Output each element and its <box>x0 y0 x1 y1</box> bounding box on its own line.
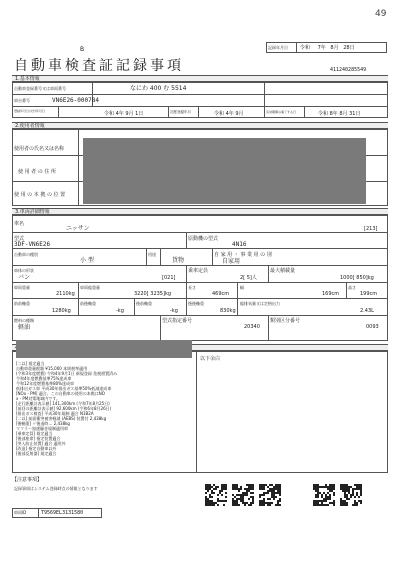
section-basic <box>12 75 388 82</box>
rear-axle-value: 830kg <box>220 308 236 314</box>
body-value: バン <box>18 274 31 281</box>
width-label: 幅 <box>240 285 244 290</box>
capacity-label: 乗車定員 <box>188 268 209 274</box>
chassis-label: 車台番号 <box>14 98 30 103</box>
document-number: 411240285549 <box>330 67 367 73</box>
remarks-line: [後部反射器] 規定適合 <box>16 451 57 456</box>
use-value: 貨物 <box>172 257 185 264</box>
use-location-label: 使 用 の 本 拠 の 位 置 <box>14 192 66 198</box>
qr-code-5 <box>340 484 362 506</box>
remarks-line: [改造] 指定自動車以外 <box>16 446 57 451</box>
remarks-list <box>16 361 194 456</box>
remarks-line: [走行距離計表示値] 141,300km (令和7年8月25日) <box>16 401 110 406</box>
remarks-line: [後軸重] 〃後退時… 2,438kg <box>16 421 70 426</box>
model-label: 型式 <box>14 236 25 242</box>
front-rear-label: 前後軸重 <box>80 301 96 306</box>
expiry-value: 令和 8年 8月 31日 <box>318 111 361 117</box>
max-load-value: 1000[ 850]kg <box>340 275 374 281</box>
business-label: 自 家 用 ・ 事 業 用 の 別 <box>214 252 272 258</box>
remarks-line: マフラー加速騒音規制適用車 <box>16 426 68 431</box>
qr-code-1 <box>205 484 227 506</box>
vehicle-table <box>12 215 388 341</box>
gross-value: 3220[ 3235]kg <box>134 291 172 297</box>
vehicle-id-label: 車両ID <box>14 510 27 515</box>
remarks-line: 自動車重量税額 ¥15,000 本則税率適用 <box>16 366 88 371</box>
class-number-value: 0093 <box>366 324 379 330</box>
weight-label: 車両重量 <box>14 285 30 290</box>
issue-date-label: 記録年月日 <box>268 45 288 50</box>
max-load-label: 最大積載量 <box>270 268 296 274</box>
type-number-label: 型式指定番号 <box>162 318 193 324</box>
vehicle-id-value: T9569EL3131580 <box>41 510 84 516</box>
remarks-line: x・PM対策地域内です。 <box>16 396 60 401</box>
remarks-line: [前回の距離計表示値] 92,600km (令和6年8月26日) <box>16 406 112 411</box>
front-rear-value: -kg <box>116 308 124 314</box>
rear-front-label: 後前軸重 <box>136 301 152 306</box>
first-year-value: 令和 4年 9月 <box>214 111 244 117</box>
kind-label: 自動車の種別 <box>14 252 38 257</box>
displacement-value: 2.43L <box>360 308 374 314</box>
owner-name-label: 使用者の氏名又は名称 <box>14 146 65 152</box>
maker-value: ニッサン <box>66 225 90 232</box>
first-reg-value: 令和 4年 9月 1日 <box>104 111 144 117</box>
page-number: 49 <box>375 9 387 19</box>
business-value: 自家用 <box>222 258 241 265</box>
rear-front-value: -kg <box>170 308 178 314</box>
remarks-line: 低排出ガス車 平成30年排出ガス基準50%低減達成車 <box>16 386 112 391</box>
width-value: 169cm <box>322 291 340 297</box>
qr-code-3 <box>259 484 281 506</box>
front-axle-label: 前前軸重 <box>14 301 30 306</box>
section-vehicle-label: 3.車両詳細情報 <box>15 209 50 215</box>
expiry-label: 有効期間の満了する日 <box>266 110 297 114</box>
section-owner <box>12 122 388 129</box>
weight-value: 2110kg <box>56 291 75 297</box>
first-year-label: 初度登録年月 <box>170 110 191 114</box>
height-label: 高さ <box>348 285 356 290</box>
first-reg-label: 登録年月日/交付年月日 <box>14 109 46 113</box>
length-value: 469cm <box>212 291 230 297</box>
rear-axle-label: 後後軸重 <box>188 301 204 306</box>
displacement-label: 総排気量又は定格出力 <box>240 301 280 306</box>
fuel-value: 軽油 <box>18 324 31 331</box>
remarks-line: [二以] 規定適当 <box>16 361 45 366</box>
gross-label: 車両総重量 <box>80 285 100 290</box>
type-number-value: 20340 <box>244 324 260 330</box>
capacity-value: 2[ 5]人 <box>240 275 257 281</box>
section-vehicle <box>12 208 388 215</box>
remarks-line: [後部座席] 指定装置適合 <box>16 436 61 441</box>
front-axle-value: 1280kg <box>52 308 71 314</box>
issue-date-value: 令和 7年 8月 28日 <box>300 45 355 51</box>
remarks-continued: 以下余白 <box>200 356 221 362</box>
maker-label: 車名 <box>14 221 25 227</box>
fuel-label: 燃料の種類 <box>14 318 34 323</box>
remarks-line: 令和12年度燃費基準80%達成車 <box>16 381 74 386</box>
remarks-line: [排出ガス検査] 平成30年規制 適合 N1B2A <box>16 411 94 416</box>
qr-code-4 <box>313 484 335 506</box>
length-label: 長さ <box>188 285 196 290</box>
document-title: 自動車検査証記録事項 <box>14 58 184 74</box>
notes-heading: 【注意事項】 <box>12 477 43 483</box>
body-label: 車体の形状 <box>14 268 34 273</box>
qr-code-2 <box>232 484 254 506</box>
use-label: 用途 <box>148 252 156 257</box>
maker-code: [213] <box>364 226 378 232</box>
redaction-owner <box>83 138 366 204</box>
engine-label: 原動機の型式 <box>188 236 219 242</box>
notes-text: 記録事項はシステム登録時点の情報となります <box>14 486 98 491</box>
owner-address-label: 使 用 者 の 住 所 <box>18 169 56 175</box>
plate-value: なにわ 400 む 5514 <box>130 85 187 92</box>
model-value: 3DF-VN6E26 <box>14 241 51 248</box>
remarks-line: [NOx・PM] 適合。この自動車の使用の本拠はNO <box>16 391 105 396</box>
remarks-line: [二以] 前面衝突被害軽減 (AEBS) 装置付 2,438kg <box>16 416 107 421</box>
redaction-remarks <box>16 340 192 358</box>
form-letter: B <box>80 46 85 53</box>
remarks-line: [突入防止装置] 適合 適用外 <box>16 441 66 446</box>
section-owner-label: 2.使用者情報 <box>15 123 45 129</box>
kind-value: 小 型 <box>80 257 94 264</box>
chassis-value: VN6E26-000784 <box>52 97 99 104</box>
body-code: [021] <box>162 275 176 281</box>
remarks-line: (令和3年度燃費) 令和4年9月1日 新規登録 免税措置済み <box>16 371 118 376</box>
class-number-label: 類別区分番号 <box>270 318 301 324</box>
height-value: 199cm <box>360 291 378 297</box>
engine-value: 4N16 <box>232 241 247 248</box>
remarks-line: 令和4年度燃費基準75%達成車 <box>16 376 72 381</box>
plate-label: 自動車登録番号又は車両番号 <box>14 86 66 91</box>
section-basic-label: 1.基本情報 <box>15 76 40 82</box>
remarks-line: [乗車定員] 規定適当 <box>16 431 53 436</box>
